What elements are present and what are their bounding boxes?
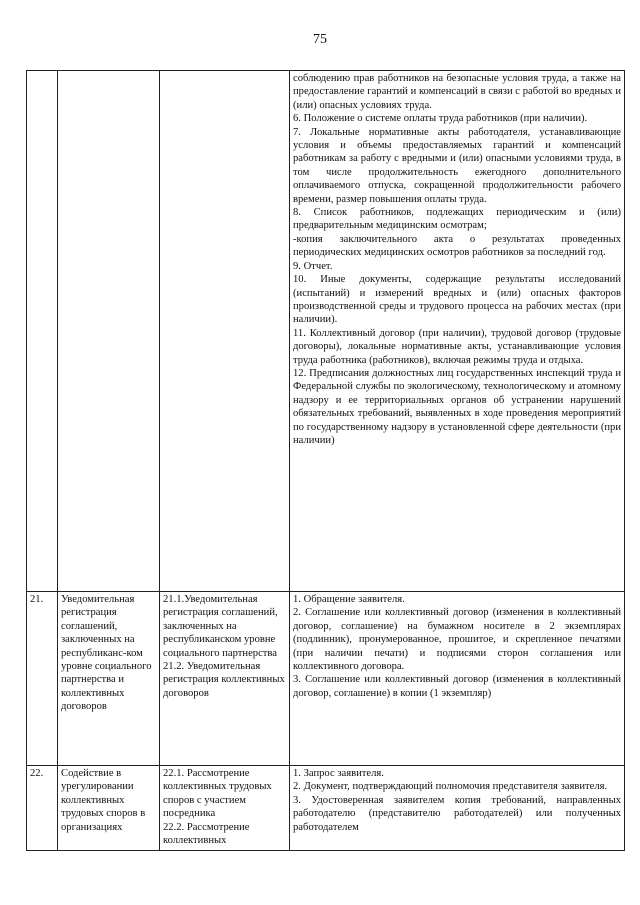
page-number: 75 (313, 32, 327, 47)
cell-documents (290, 766, 625, 851)
services-table (26, 70, 625, 851)
document-item: 1. Обращение заявителя. (293, 594, 405, 605)
document-item: 1. Запрос заявителя. (293, 768, 384, 779)
cell-subservice (160, 592, 290, 766)
cell-documents (290, 592, 625, 766)
document-item: 11. Коллективный договор (при наличии), трудовой договор (трудовые договоры), локальные нормативные акты, устанавливающие условия труда работника (работников), включая режимы труда и отдыха. (293, 327, 621, 366)
cell-subservice (160, 766, 290, 851)
document-item: 12. Предписания должностных лиц государственных инспекций труда и Федеральной службы по экологическому, технологическому и атомному надзору и ее территориальных органов об устранении нарушений обязательных требований, выявленных в ходе проведения мероприятий по государственному надзору в установленной сфере деятельности (при наличии) (293, 367, 621, 446)
subservice-item: 22.1. Рассмотрение коллективных трудовых споров с участием посредника (163, 768, 272, 820)
document-item: соблюдению прав работников на безопасные условия труда, а также на предоставление гарантий и компенсаций в связи с работой во вредных и (или) опасных условиях труда. (293, 73, 621, 111)
document-item: 8. Список работников, подлежащих периодическим и (или) предварительным медицинским осмотрам; (293, 207, 621, 232)
document-item: -копия заключительного акта о результатах проведенных периодических медицинских осмотров работников за последний год. (293, 233, 621, 259)
document-item: 3. Удостоверенная заявителем копия требований, направленных работодателю (представителю работодателей) или полученных работодателем (293, 794, 621, 833)
subservice-item: 21.2. Уведомительная регистрация коллективных договоров (163, 661, 285, 699)
cell-service (58, 766, 160, 851)
cell-service (58, 71, 160, 592)
document-item: 7. Локальные нормативные акты работодателя, устанавливающие условия и объемы предоставляемых гарантий и компенсаций работникам за работу с вредными и (или) опасными условиями труда, в том числе продолжительность ежегодного дополнительного оплачиваемого отпуска, сокращенной продолжительности рабочего времени, размер повышения оплаты труда. (293, 126, 621, 205)
document-item: 10. Иные документы, содержащие результаты исследований (испытаний) и измерений вредных и (или) опасных факторов производственной среды и трудового процесса на рабочих местах (при наличии). (293, 274, 621, 326)
cell-subservice (160, 71, 290, 592)
document-item: 9. Отчет. (293, 260, 333, 272)
document-item: 2. Соглашение или коллективный договор (изменения в коллективный договор, соглашение) на бумажном носителе в 2 экземплярах (подлинник), пронумерованное, прошитое, и скрепленное печатями (при наличии печати) и подписями сторон соглашения или коллективного договора. (293, 607, 621, 673)
cell-service (58, 592, 160, 766)
document-item: 2. Документ, подтверждающий полномочия представителя заявителя. (293, 781, 608, 793)
cell-number: 22. (27, 766, 58, 851)
document-item: 6. Положение о системе оплаты труда работников (при наличии). (293, 113, 588, 125)
subservice-item: 22.2. Рассмотрение коллективных (163, 821, 250, 847)
table-row-21 (27, 592, 625, 766)
cell-number (27, 71, 58, 592)
service-name: Уведомительная регистрация соглашений, заключенных на республиканс-ком уровне социального партнерства и коллективных договоров (61, 594, 152, 713)
document-item: 3. Соглашение или коллективный договор (изменения в коллективный договор, соглашение) в копии (1 экземпляр) (293, 674, 621, 699)
cell-number: 21. (27, 592, 58, 766)
cell-documents (290, 71, 625, 592)
service-name: Содействие в урегулировании коллективных трудовых споров в организациях (61, 768, 146, 833)
table-row-continued (27, 71, 625, 592)
subservice-item: 21.1.Уведомительная регистрация соглашений, заключенных на республиканском уровне социального партнерства (163, 594, 278, 659)
table-row-22 (27, 766, 625, 851)
